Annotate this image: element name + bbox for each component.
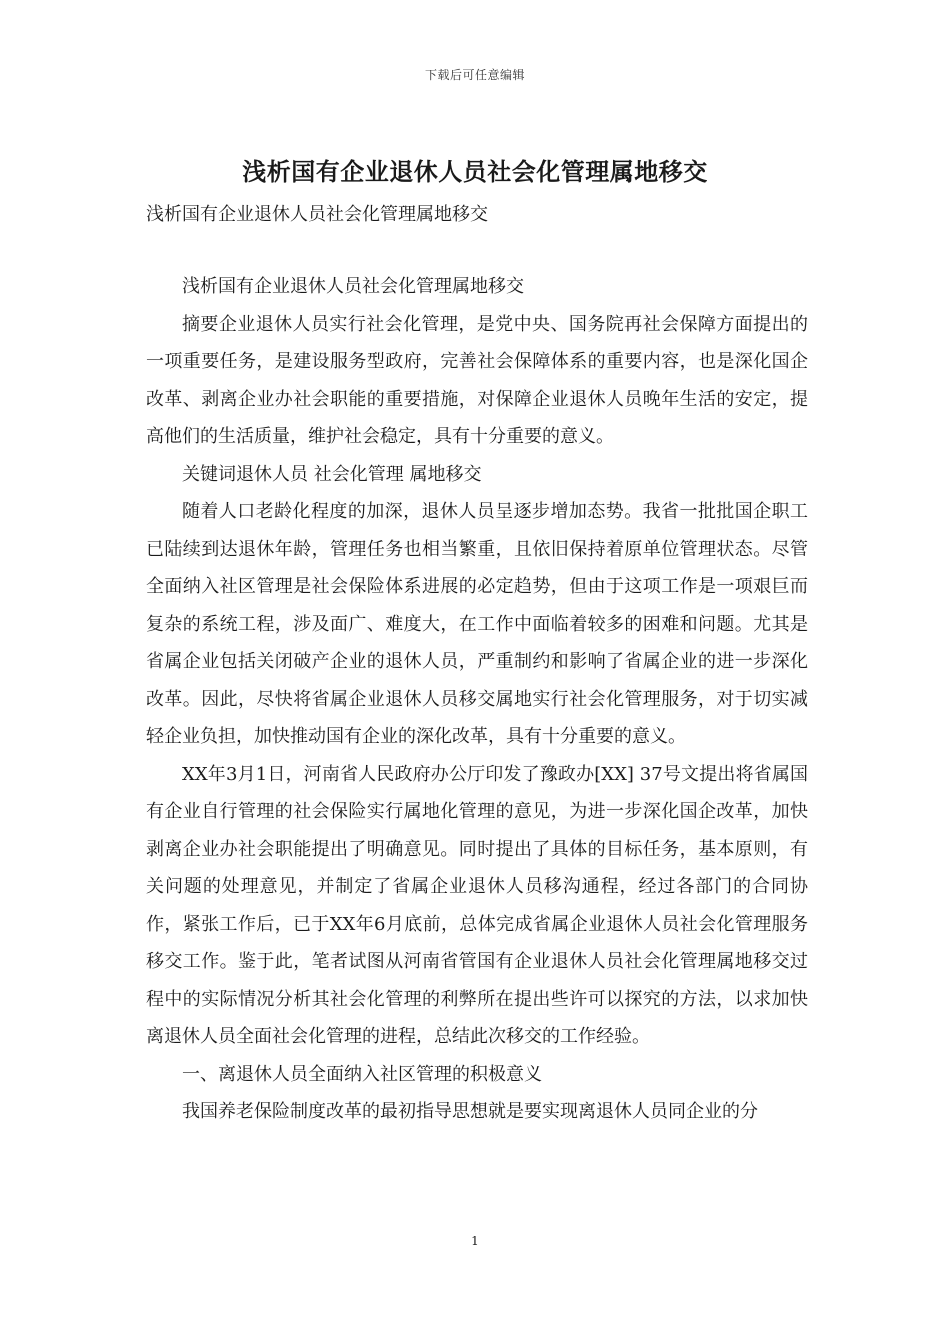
paragraph-abstract: 摘要企业退休人员实行社会化管理，是党中央、国务院再社会保障方面提出的一项重要任务，是建设服务型政府，完善社会保障体系的重要内容，也是深化国企改革、剥离企业办社会职能的重要措施，对保障企业退休人员晚年生活的安定，提高他们的生活质量，维护社会稳定，具有十分重要的意义。 xyxy=(146,313,808,447)
paragraph-policy: XX年3月1日，河南省人民政府办公厅印发了豫政办[XX] 37号文提出将省属国有企业自行管理的社会保险实行属地化管理的意见，为进一步深化国企改革，加快剥离企业办社会职能提出了明确意见。同时提出了具体的目标任务，基本原则，有关问题的处理意见，并制定了省属企业退休人员移沟通程，经过各部门的合同协作，紧张工作后，已于XX年6月底前，总体完成省属企业退休人员社会化管理服务移交工作。鉴于此，笔者试图从河南省管国有企业退休人员社会化管理属地移交过程中的实际情况分析其社会化管理的利弊所在提出些许可以探究的方法，以求加快离退休人员全面社会化管理的进程，总结此次移交的工作经验。 xyxy=(146,763,808,1047)
paragraph-keywords: 关键词退休人员 社会化管理 属地移交 xyxy=(182,463,482,485)
paragraph-heading-repeat: 浅析国有企业退休人员社会化管理属地移交 xyxy=(182,276,524,297)
document-body xyxy=(146,268,808,1131)
header-note: 下载后可任意编辑 xyxy=(424,68,525,82)
paragraph-background: 随着人口老龄化程度的加深，退休人员呈逐步增加态势。我省一批批国企职工已陆续到达退休年龄，管理任务也相当繁重，且依旧保持着原单位管理状态。尽管全面纳入社区管理是社会保险体系进展的必定趋势，但由于这项工作是一项艰巨而复杂的系统工程，涉及面广、难度大，在工作中面临着较多的困难和问题。尤其是省属企业包括关闭破产企业的退休人员，严重制约和影响了省属企业的进一步深化改革。因此，尽快将省属企业退休人员移交属地实行社会化管理服务，对于切实减轻企业负担，加快推动国有企业的深化改革，具有十分重要的意义。 xyxy=(146,501,808,747)
document-title: 浅析国有企业退休人员社会化管理属地移交 xyxy=(242,157,708,186)
document-subtitle: 浅析国有企业退休人员社会化管理属地移交 xyxy=(146,204,488,225)
page-number: 1 xyxy=(471,1234,479,1248)
paragraph-section-1: 我国养老保险制度改革的最初指导思想就是要实现离退休人员同企业的分 xyxy=(182,1101,758,1122)
section-heading-1: 一、离退休人员全面纳入社区管理的积极意义 xyxy=(182,1063,542,1085)
